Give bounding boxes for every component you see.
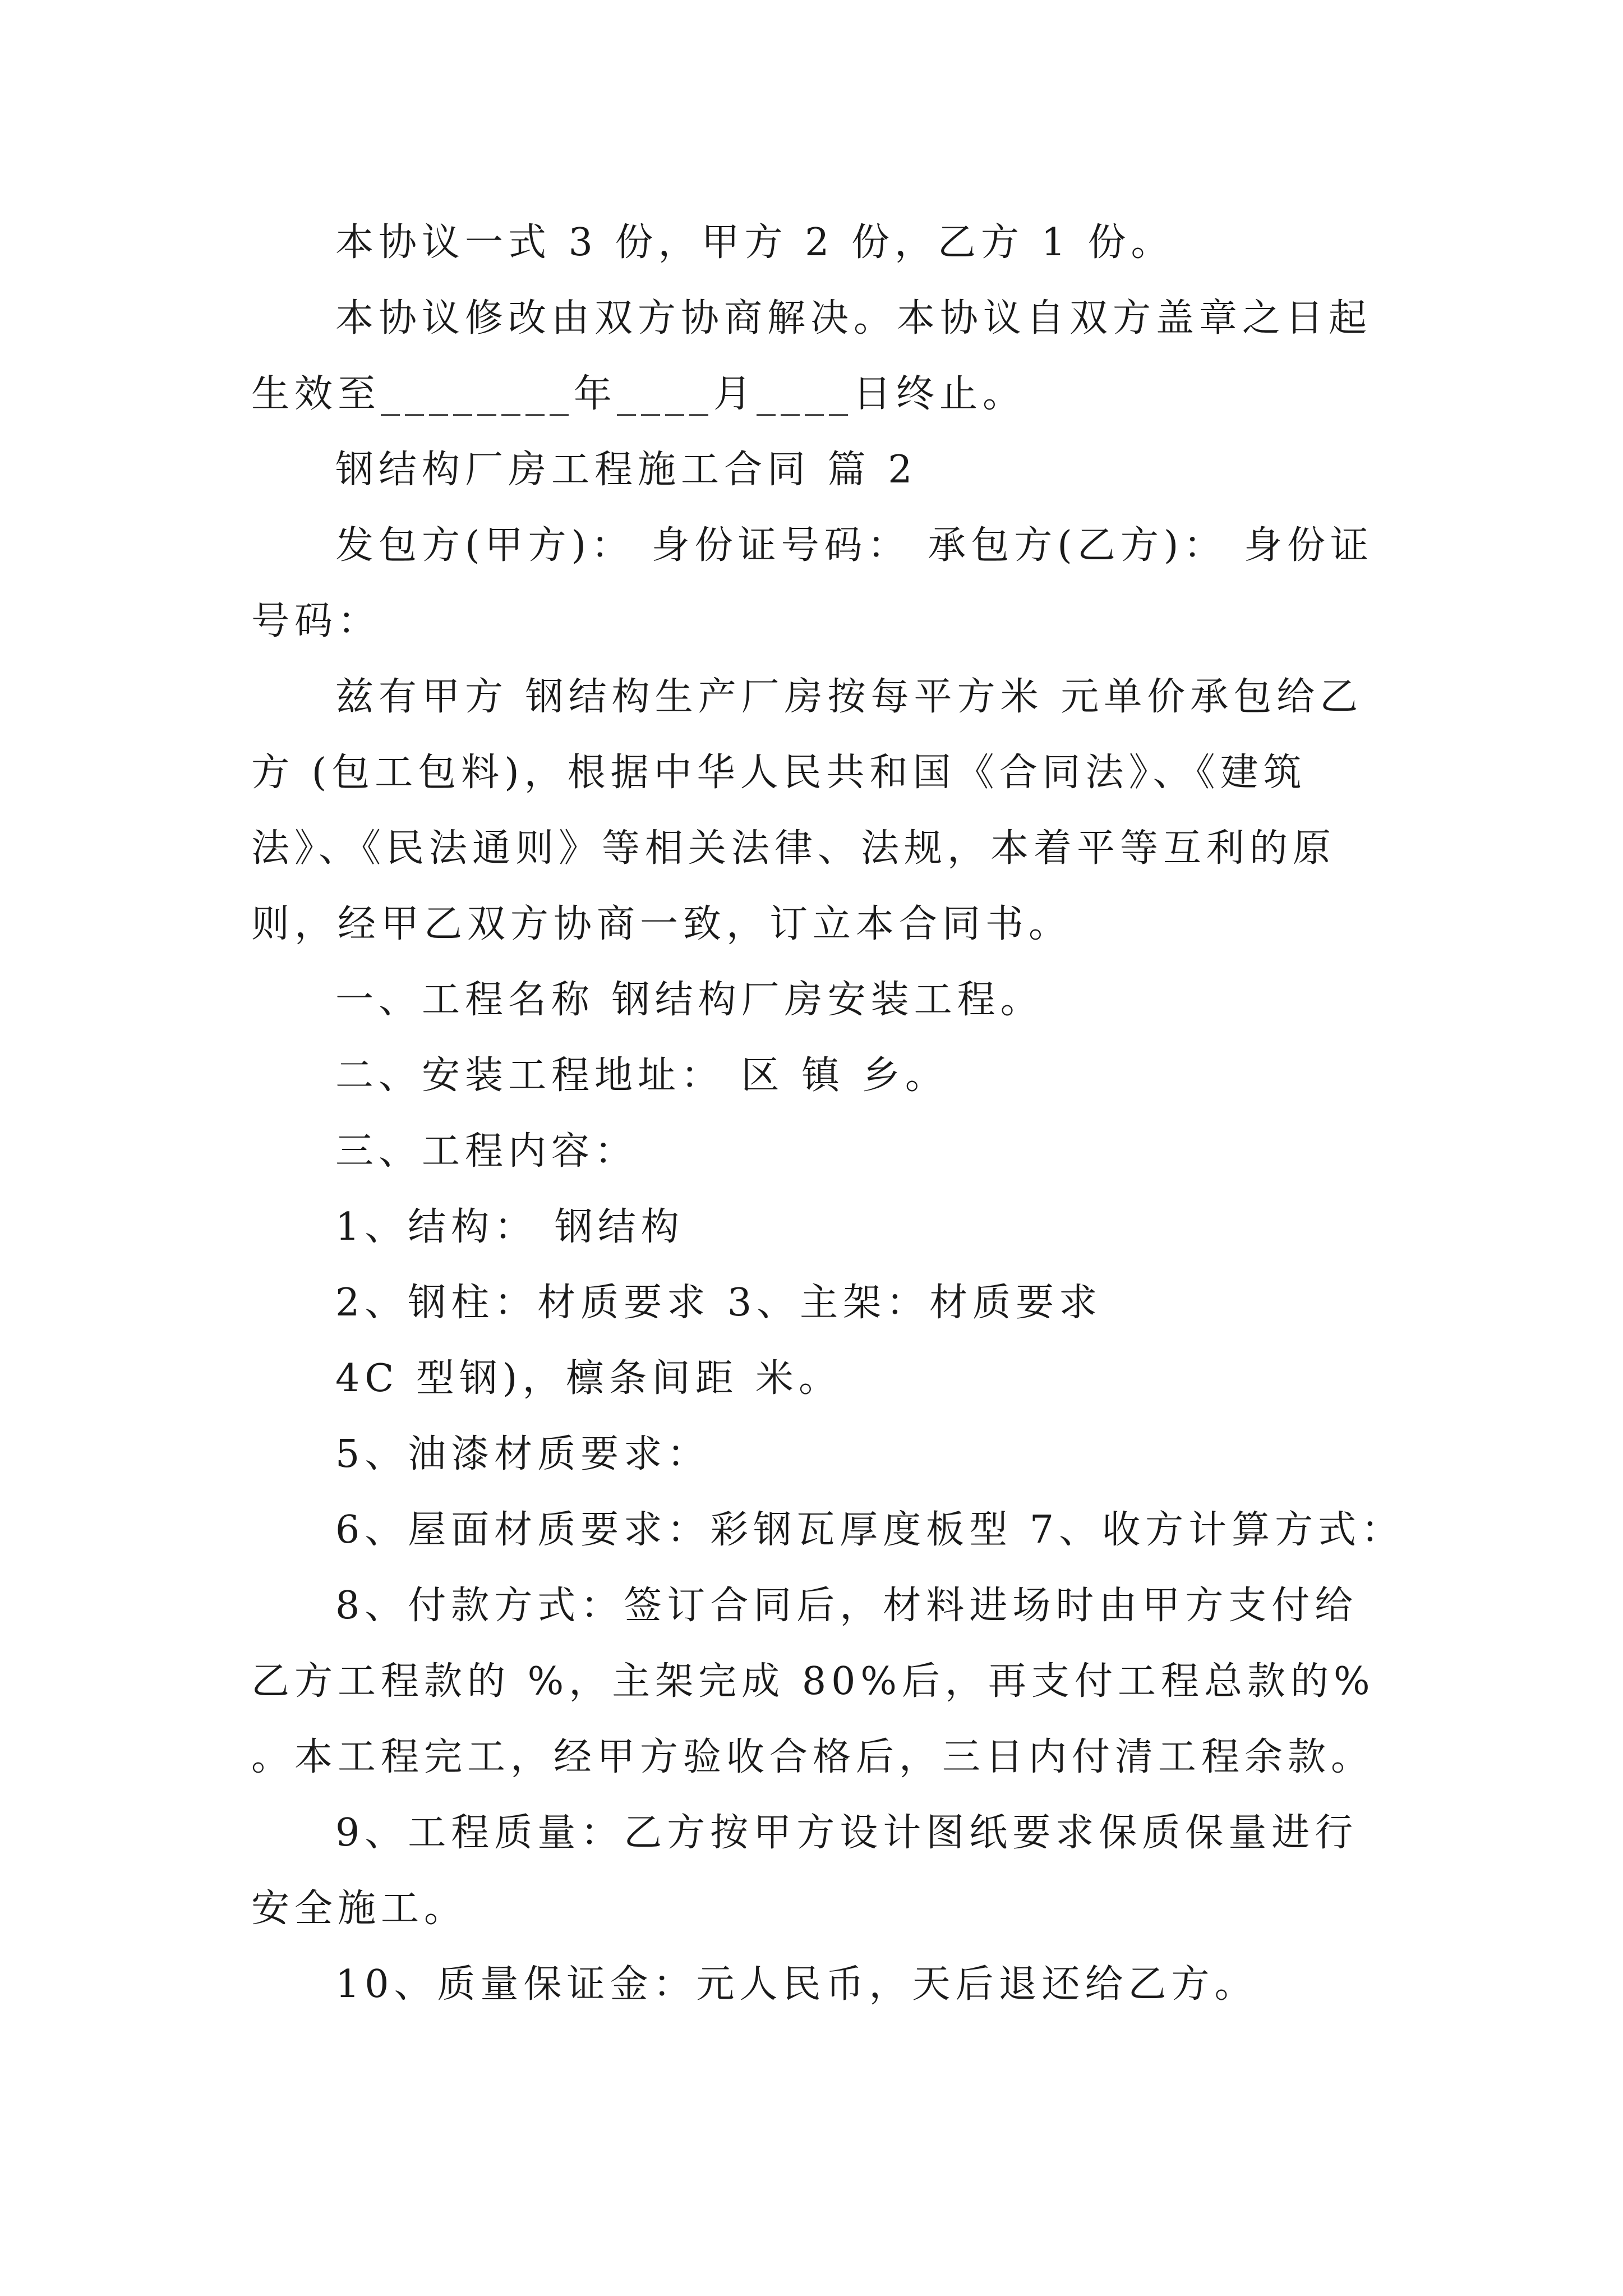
paragraph-copies: 本协议一式 3 份，甲方 2 份，乙方 1 份。	[335, 220, 1174, 265]
section-title: 钢结构厂房工程施工合同 篇 2	[335, 448, 917, 492]
item-paint: 5、油漆材质要求：	[335, 1432, 711, 1476]
clause-content-heading: 三、工程内容：	[335, 1129, 638, 1174]
item-roof: 6、屋面材质要求：彩钢瓦厚度板型 7、收方计算方式：	[335, 1508, 1405, 1552]
item-payment: 8、付款方式：签订合同后，材料进场时由甲方支付给乙方工程款的 %，主架完成 80%后，再支付工程总款的% 。本工程完工，经甲方验收合格后，三日内付清工程余款。	[251, 1584, 1375, 1779]
paragraph-preamble: 兹有甲方 钢结构生产厂房按每平方米 元单价承包给乙方 (包工包料)，根据中华人民共和国《合同法》、《建筑法》、《民法通则》等相关法律、法规，本着平等互利的原则，经甲乙双方协商一致，订立本合同书。	[251, 675, 1363, 946]
item-deposit: 10、质量保证金：元人民币，天后退还给乙方。	[335, 1962, 1258, 2007]
clause-address: 二、安装工程地址： 区 镇 乡。	[335, 1053, 948, 1098]
item-quality: 9、工程质量：乙方按甲方设计图纸要求保质保量进行安全施工。	[251, 1811, 1358, 1931]
item-columns-frame: 2、钢柱：材质要求 3、主架：材质要求	[335, 1281, 1103, 1325]
item-purlins: 4C 型钢)，檩条间距 米。	[335, 1356, 842, 1401]
item-structure: 1、结构： 钢结构	[335, 1205, 684, 1249]
clause-project-name: 一、工程名称 钢结构厂房安装工程。	[335, 978, 1044, 1022]
paragraph-parties: 发包方(甲方)： 身份证号码： 承包方(乙方)： 身份证号码：	[251, 523, 1373, 643]
paragraph-effective-date: 本协议修改由双方协商解决。本协议自双方盖章之日起生效至________年____月____日终止。	[251, 296, 1372, 416]
